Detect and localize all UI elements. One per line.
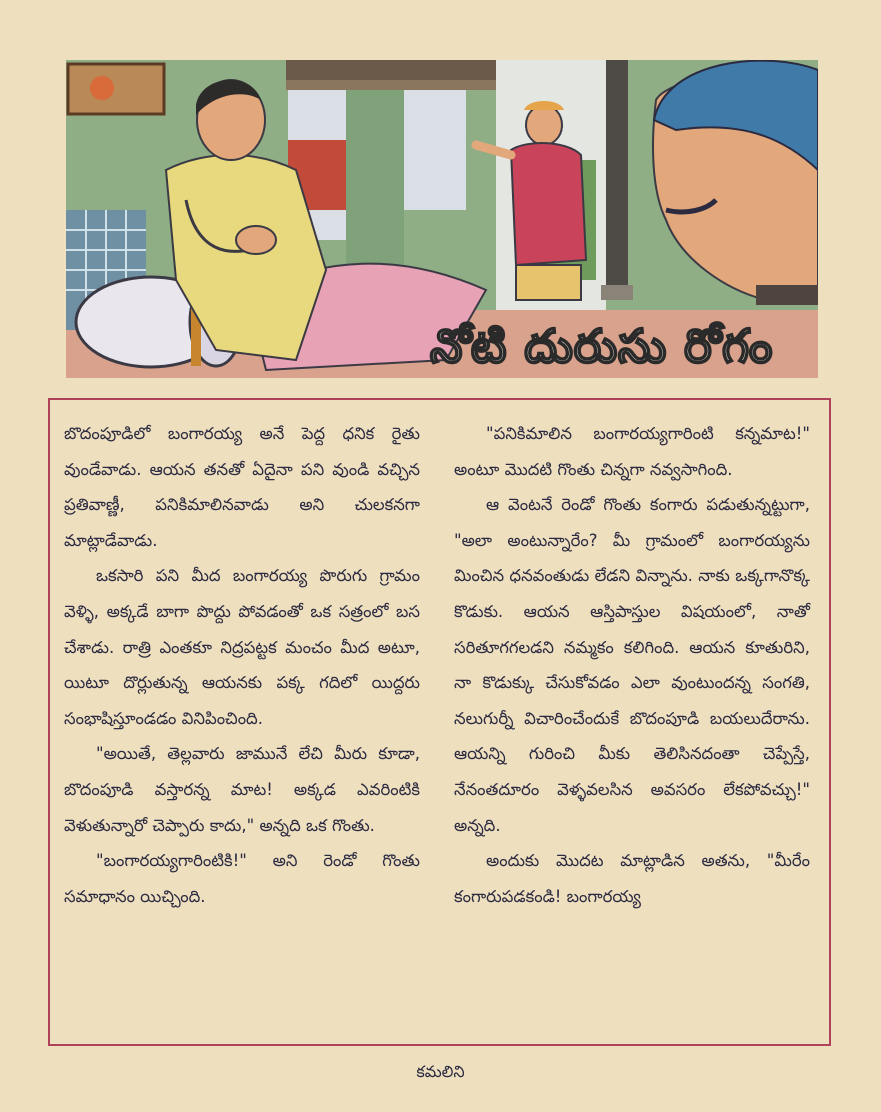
story-paragraph: అందుకు మొదట మాట్లాడిన అతను, "మీరేం కంగారుపడకండి! బంగారయ్య [454,851,810,906]
story-column-right [454,416,810,914]
story-paragraph: "అయితే, తెల్లవారు జామునే లేచి మీరు కూడా, బొదంపూడి వస్తారన్న మాట! అక్కడ ఎవరింటికి వెళుతున్నారో చెప్పారు కాదు," అన్నది ఒక గొంతు. [64,744,420,835]
story-title: నోటి దురుసు రోగం [430,319,774,373]
story-paragraph: ఆ వెంటనే రెండో గొంతు కంగారు పడుతున్నట్టుగా, "అలా అంటున్నారేం? మీ గ్రామంలో బంగారయ్యను మించిన ధనవంతుడు లేడని విన్నాను. నాకు ఒక్కగానొక్క కొడుకు. ఆయన ఆస్తిపాస్తుల విషయంలో, నాతో సరితూగగలడని నమ్మకం కలిగింది. ఆయన కూతురిని, నా కొడుక్కు చేసుకోవడం ఎలా వుంటుందన్న సంగతి, నలుగుర్నీ విచారించేందుకే బొదంపూడి బయలుదేరాను. ఆయన్ని గురించి మీకు తెలిసినదంతా చెప్పేస్తే, నేనంతదూరం వెళ్ళవలసిన అవసరం లేకపోవచ్చు!" అన్నది. [454,495,810,835]
story-paragraph: ఒకసారి పని మీద బంగారయ్య పొరుగు గ్రామం వెళ్ళి, అక్కడే బాగా పొద్దు పోవడంతో ఒక సత్రంలో బస చేశాడు. రాత్రి ఎంతకూ నిద్రపట్టక మంచం మీద అటూ, యిటూ దొర్లుతున్న ఆయనకు పక్క గదిలో యిద్దరు సంభాషిస్తూండడం వినిపించింది. [64,566,420,728]
story-paragraph: బొదంపూడిలో బంగారయ్య అనే పెద్ద ధనిక రైతు వుండేవాడు. ఆయన తనతో ఏదైనా పని వుండి వచ్చిన ప్రతివాణ్ణీ, పనికిమాలినవాడు అని చులకనగా మాట్లాడేవాడు. [64,424,420,550]
story-column-left [64,416,420,914]
story-text-frame [48,398,831,1046]
story-paragraph: "బంగారయ్యగారింటికి!" అని రెండో గొంతు సమాధానం యిచ్చింది. [64,851,420,906]
story-paragraph: "పనికిమాలిన బంగారయ్యగారింటి కన్నమాట!" అంటూ మొదటి గొంతు చిన్నగా నవ్వసాగింది. [454,424,810,479]
page-footer-magazine-name: కమలిని [416,1062,465,1081]
